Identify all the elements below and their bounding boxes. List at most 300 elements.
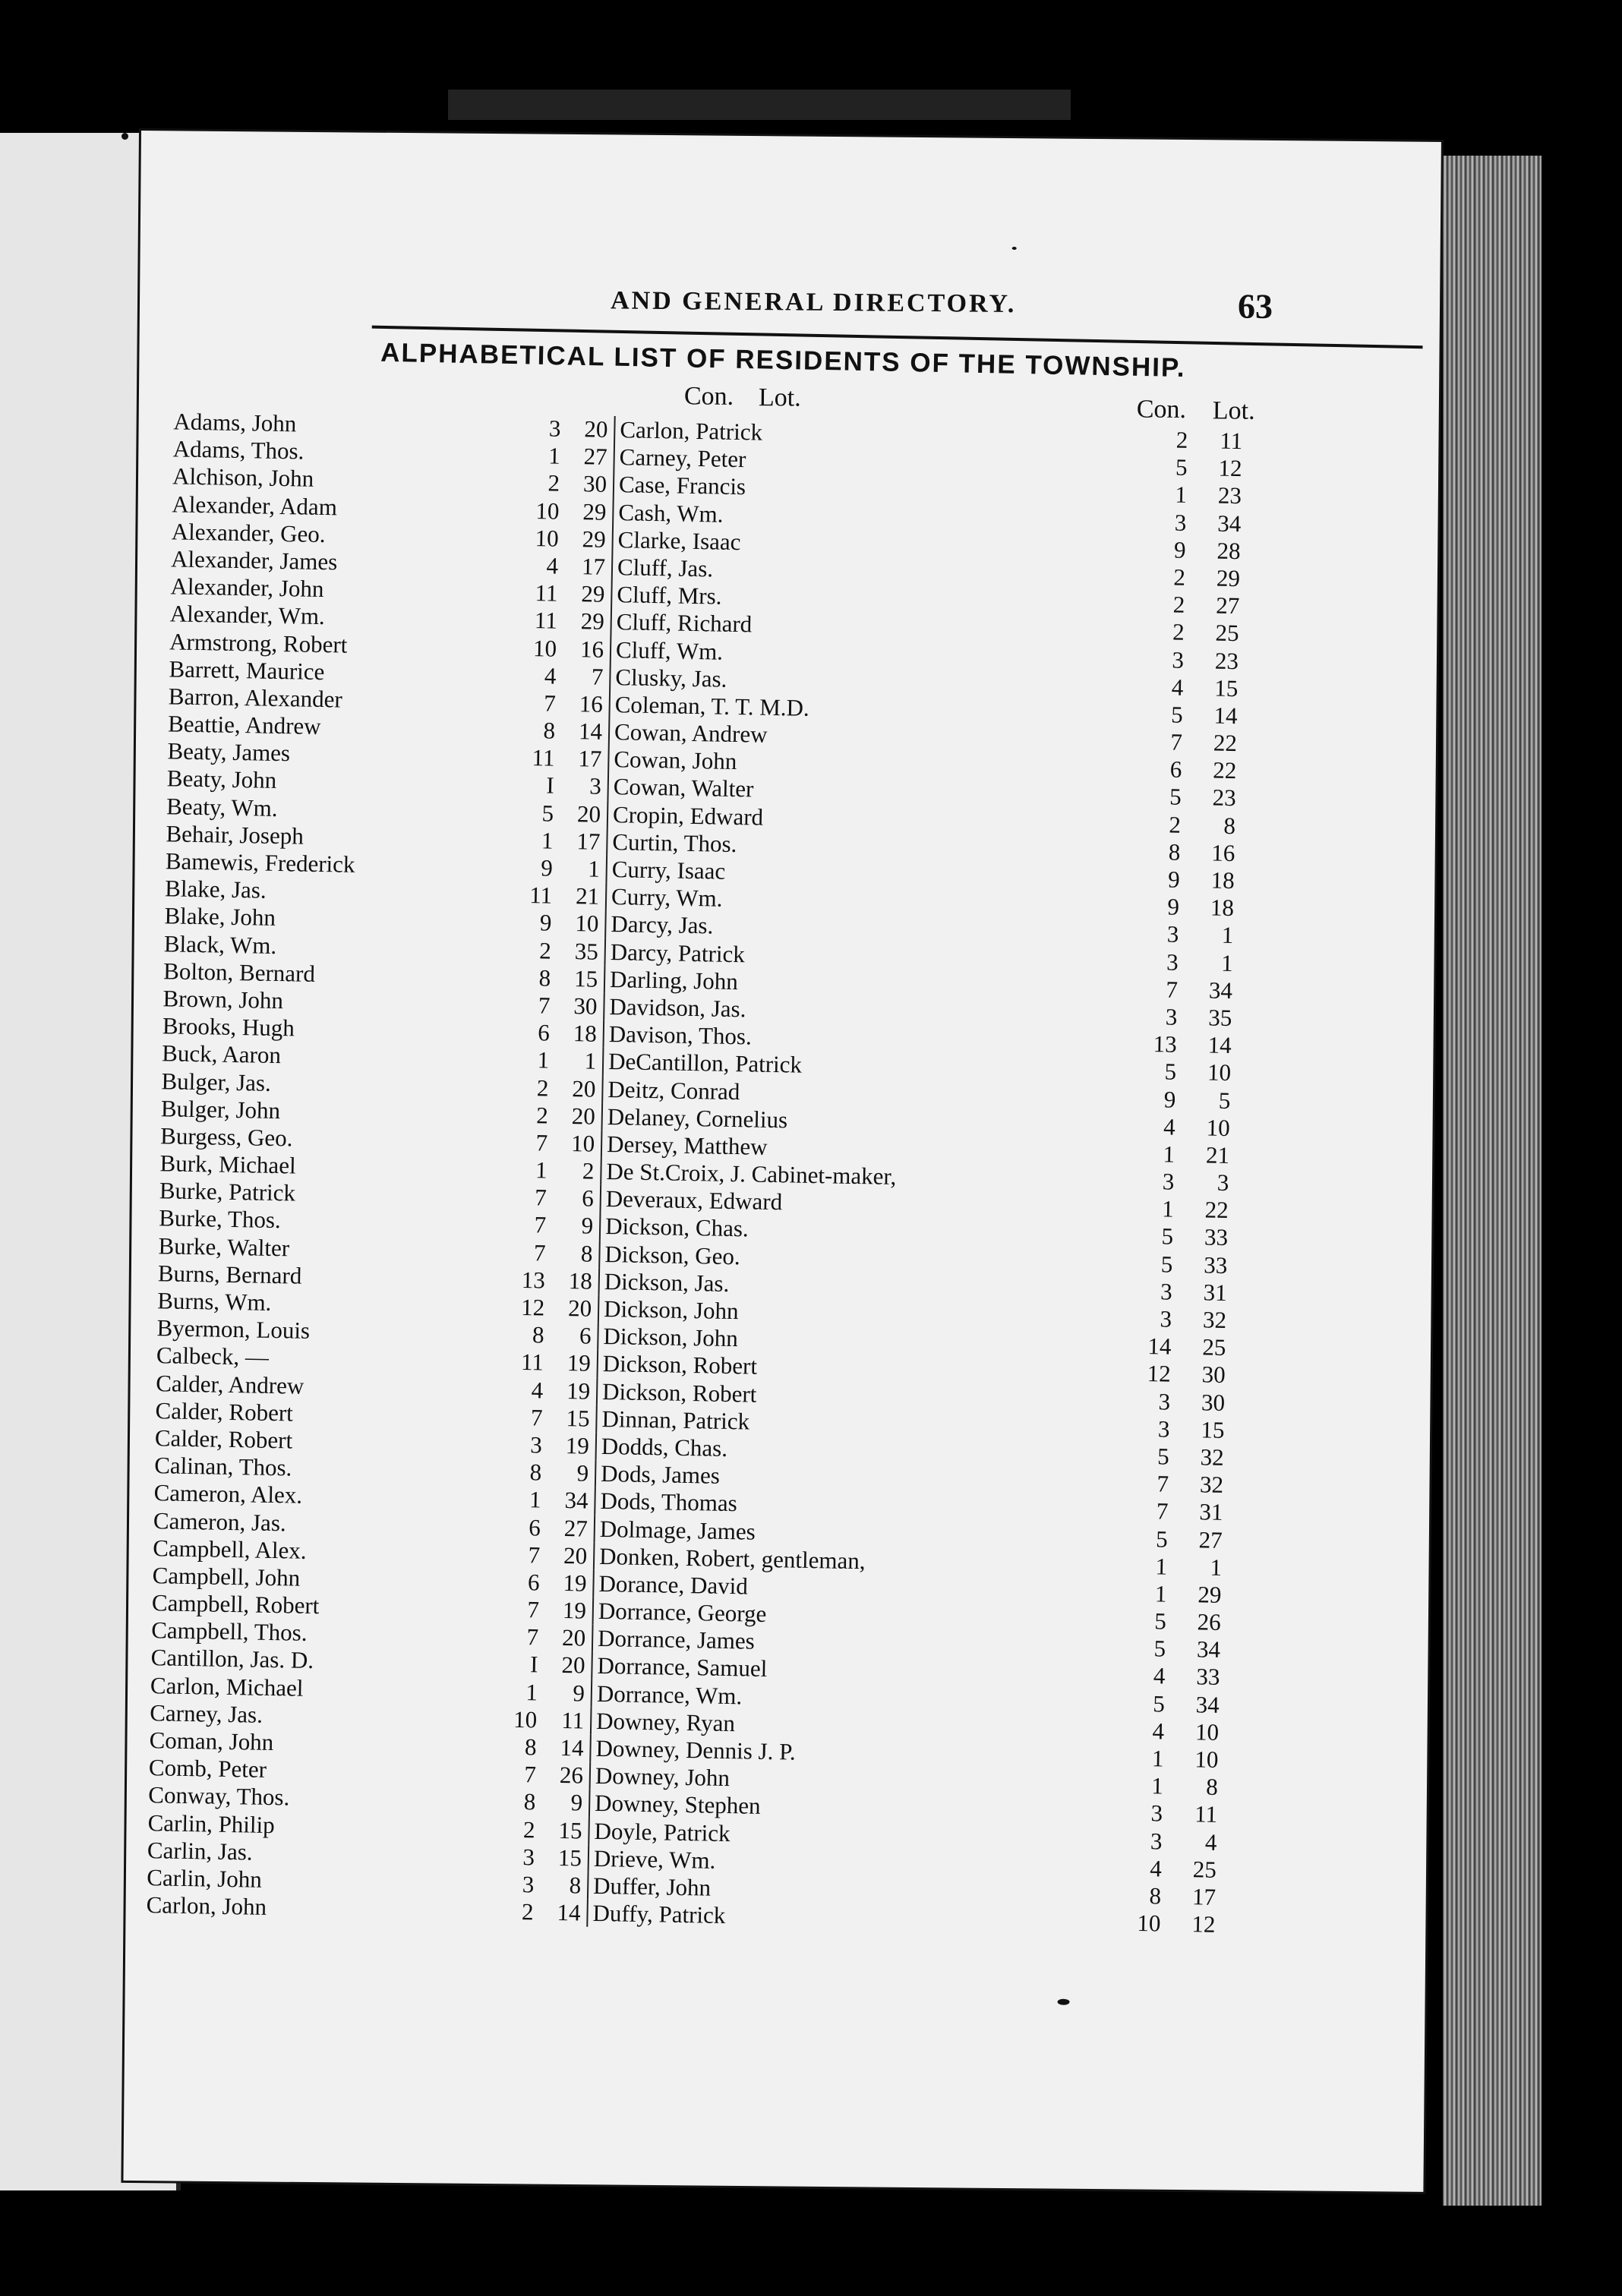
right-lot: 21: [1205, 1141, 1230, 1168]
right-lot: 14: [1207, 1031, 1232, 1059]
ink-speck: [121, 133, 128, 140]
left-lot: 14: [560, 1734, 584, 1761]
right-lot: 33: [1196, 1663, 1220, 1691]
right-con: 5: [1152, 1689, 1166, 1717]
column-separator: [605, 856, 607, 883]
left-lot: 29: [582, 497, 607, 525]
column-separator: [591, 1652, 593, 1679]
right-con: 5: [1175, 453, 1188, 481]
right-con: 7: [1166, 976, 1179, 1003]
left-lot: 9: [570, 1789, 583, 1816]
left-con-header: Con.: [683, 382, 734, 411]
left-lot: 8: [580, 1240, 593, 1267]
left-con: 7: [543, 689, 557, 717]
page-number: 63: [1237, 286, 1273, 326]
right-name: Dorrance, James: [597, 1625, 756, 1654]
right-lot: 30: [1201, 1361, 1226, 1389]
right-name: Doyle, Patrick: [594, 1817, 731, 1847]
left-con: 7: [533, 1238, 546, 1266]
left-con: 1: [525, 1678, 538, 1706]
left-con: 1: [537, 1046, 550, 1074]
right-name: Dods, James: [600, 1460, 721, 1489]
column-separator: [612, 499, 614, 526]
left-con: 9: [540, 854, 554, 882]
left-con: 7: [535, 1184, 548, 1211]
column-separator: [592, 1597, 595, 1625]
right-lot: 22: [1213, 729, 1238, 757]
right-con: 3: [1150, 1827, 1163, 1855]
right-con: 5: [1153, 1607, 1167, 1635]
right-name: Cash, Wm.: [618, 498, 724, 528]
right-con: 12: [1147, 1360, 1172, 1388]
column-separator: [589, 1790, 591, 1817]
left-lot: 16: [579, 635, 604, 663]
left-con: 5: [541, 799, 554, 827]
right-con: 4: [1153, 1662, 1166, 1690]
right-lot: 32: [1199, 1471, 1224, 1499]
right-con: 7: [1157, 1470, 1169, 1497]
left-name: Burke, Walter: [158, 1232, 290, 1261]
column-separator: [589, 1735, 592, 1762]
right-name: Donken, Robert, gentleman,: [598, 1542, 866, 1575]
right-con: 14: [1147, 1332, 1172, 1360]
left-con: 12: [520, 1293, 545, 1321]
left-lot: 10: [570, 1130, 595, 1157]
right-name: DeCantillon, Patrick: [607, 1048, 803, 1078]
left-lot: 6: [579, 1322, 592, 1349]
right-name: Davidson, Jas.: [609, 992, 746, 1023]
left-name: Campbell, John: [152, 1562, 301, 1591]
left-con: 10: [532, 634, 557, 662]
left-lot: 20: [561, 1624, 586, 1651]
left-lot: 20: [584, 415, 608, 443]
left-name: Burns, Bernard: [157, 1260, 302, 1289]
column-separator: [598, 1295, 600, 1323]
right-con: 3: [1160, 1305, 1172, 1332]
left-lot: 18: [573, 1020, 598, 1047]
left-name: Blake, John: [164, 902, 276, 932]
right-con: 3: [1172, 646, 1185, 673]
column-separator: [610, 636, 612, 663]
right-lot: 22: [1204, 1196, 1229, 1224]
right-con: 5: [1169, 783, 1182, 811]
left-con: 7: [530, 1403, 543, 1431]
left-lot: 19: [563, 1569, 587, 1597]
left-lot: 14: [578, 718, 603, 745]
column-separator: [609, 664, 611, 691]
right-name: Downey, John: [595, 1762, 731, 1792]
left-con: I: [529, 1651, 538, 1678]
left-con: 3: [522, 1871, 535, 1898]
page-top-shadow: [448, 90, 1071, 120]
left-con: 2: [548, 469, 560, 497]
left-con: 11: [520, 1348, 544, 1376]
right-con: 3: [1174, 509, 1187, 536]
column-separator: [595, 1460, 597, 1487]
left-name: Campbell, Alex.: [152, 1534, 307, 1564]
column-separator: [598, 1268, 600, 1295]
left-name: Burgess, Geo.: [159, 1122, 293, 1152]
column-separator: [599, 1185, 601, 1213]
left-con: 11: [532, 744, 555, 771]
right-con: 6: [1169, 755, 1182, 784]
left-lot: 1: [587, 855, 601, 882]
right-name: Dersey, Matthew: [606, 1130, 768, 1160]
right-lot: 22: [1212, 756, 1237, 784]
column-separator: [593, 1542, 595, 1569]
column-separator: [592, 1570, 595, 1597]
left-name: Bulger, Jas.: [161, 1067, 272, 1096]
left-lot: 7: [591, 663, 604, 690]
right-name: Duffy, Patrick: [592, 1899, 726, 1929]
left-lot: 27: [583, 443, 608, 471]
left-con: 7: [535, 1129, 548, 1156]
right-con: 3: [1162, 1168, 1175, 1195]
right-con: 4: [1171, 673, 1184, 701]
left-lot: 16: [579, 690, 604, 718]
column-separator: [607, 801, 609, 828]
column-separator: [601, 1075, 604, 1102]
left-con: 4: [531, 1376, 544, 1404]
left-name: Burk, Michael: [159, 1150, 296, 1179]
left-con: 7: [527, 1596, 540, 1623]
column-separator: [588, 1817, 590, 1844]
left-con: 8: [529, 1459, 542, 1486]
left-con: 1: [541, 827, 554, 854]
left-con: 6: [537, 1019, 551, 1046]
right-name: Cluff, Wm.: [615, 636, 724, 665]
left-name: Alexander, Wm.: [169, 600, 326, 630]
right-lot: 28: [1216, 537, 1241, 564]
right-name: Downey, Ryan: [595, 1707, 736, 1737]
right-con-header: Con.: [1136, 395, 1187, 424]
right-name: Cropin, Edward: [612, 800, 764, 831]
column-separator: [590, 1708, 592, 1735]
left-lot: 9: [581, 1212, 594, 1240]
running-head: AND GENERAL DIRECTORY.: [610, 286, 1017, 319]
left-con: 6: [527, 1569, 540, 1596]
right-name: Dorrance, Wm.: [596, 1679, 743, 1710]
right-name: Darling, John: [609, 965, 739, 995]
right-lot: 33: [1204, 1223, 1229, 1251]
list-title: ALPHABETICAL LIST OF RESIDENTS OF THE TOWNSHIP.: [380, 337, 1186, 383]
right-name: Dickson, Chas.: [604, 1213, 749, 1242]
right-con: 2: [1175, 426, 1188, 453]
right-con: 3: [1150, 1799, 1163, 1827]
right-lot: 29: [1198, 1581, 1222, 1608]
right-lot: 8: [1223, 812, 1236, 839]
right-lot: 25: [1202, 1333, 1226, 1361]
column-separator: [589, 1762, 592, 1790]
left-lot: 15: [558, 1816, 582, 1844]
column-separator: [600, 1158, 602, 1185]
left-lot: 15: [557, 1843, 582, 1872]
right-name: Downey, Dennis J. P.: [595, 1734, 797, 1765]
right-con: 3: [1160, 1278, 1173, 1305]
right-lot: 14: [1213, 702, 1238, 729]
left-lot: 15: [566, 1404, 590, 1432]
right-name: Dickson, John: [603, 1323, 739, 1352]
left-lot: 20: [567, 1295, 592, 1322]
left-name: Calbeck, —: [156, 1342, 270, 1371]
right-name: Davison, Thos.: [608, 1020, 753, 1050]
column-separator: [601, 1103, 603, 1131]
left-con: 8: [532, 1321, 544, 1348]
left-name: Comb, Peter: [148, 1754, 267, 1784]
left-name: Beaty, Wm.: [166, 792, 278, 822]
ink-speck: [1058, 1999, 1070, 2005]
left-con: 1: [548, 442, 561, 469]
right-lot: 17: [1191, 1883, 1216, 1910]
column-separator: [613, 471, 615, 498]
left-lot: 30: [582, 470, 607, 498]
left-name: Carlin, Jas.: [147, 1836, 253, 1866]
right-name: Deveraux, Edward: [605, 1185, 783, 1216]
column-separator: [595, 1433, 598, 1460]
left-name: Brooks, Hugh: [162, 1012, 295, 1042]
right-name: Clusky, Jas.: [615, 663, 727, 692]
right-con: 5: [1161, 1222, 1174, 1250]
right-lot: 12: [1218, 454, 1242, 482]
left-lot: 29: [582, 525, 607, 553]
left-name: Beaty, John: [166, 765, 277, 794]
right-con: 4: [1163, 1113, 1176, 1140]
right-name: Darcy, Jas.: [611, 910, 714, 939]
left-con: 2: [521, 1898, 534, 1925]
right-name: De St.Croix, J. Cabinet-maker,: [606, 1158, 897, 1191]
right-lot: 4: [1204, 1828, 1217, 1856]
left-con: 6: [529, 1513, 541, 1541]
right-lot: 1: [1221, 922, 1234, 949]
left-lot: 14: [557, 1899, 581, 1926]
left-name: Conway, Thos.: [148, 1781, 290, 1811]
right-lot: 34: [1195, 1690, 1220, 1718]
left-con: 11: [529, 882, 553, 909]
column-separator: [588, 1844, 590, 1872]
right-lot: 12: [1191, 1910, 1216, 1938]
column-separator: [597, 1350, 599, 1377]
book-page-edges: [1443, 156, 1542, 2206]
right-con: 9: [1167, 893, 1180, 920]
left-lot: 18: [568, 1266, 593, 1295]
right-lot: 25: [1192, 1856, 1217, 1883]
right-con: 1: [1151, 1745, 1164, 1772]
left-con: 3: [548, 415, 561, 442]
column-separator: [607, 773, 609, 800]
right-con: 2: [1172, 618, 1185, 646]
right-name: Dickson, Geo.: [604, 1240, 741, 1269]
right-con: 2: [1173, 563, 1186, 591]
left-lot: 6: [582, 1184, 595, 1212]
right-name: Curry, Isaac: [611, 856, 726, 885]
right-con: 9: [1167, 866, 1180, 893]
left-con: 7: [534, 1211, 547, 1238]
column-separator: [601, 1131, 603, 1158]
left-name: Burke, Patrick: [159, 1177, 296, 1206]
column-separator: [598, 1240, 601, 1267]
right-name: Case, Francis: [618, 471, 746, 500]
column-separator: [604, 966, 606, 993]
right-lot: 18: [1210, 866, 1235, 894]
right-con: 13: [1153, 1030, 1177, 1058]
left-name: Buck, Aaron: [161, 1039, 282, 1069]
left-lot: 29: [581, 580, 605, 607]
left-lot: 17: [576, 828, 601, 855]
column-separator: [614, 416, 616, 443]
left-con: 1: [535, 1156, 548, 1184]
left-name: Cantillon, Jas. D.: [150, 1644, 314, 1674]
left-lot: 20: [563, 1541, 588, 1569]
right-con: 5: [1170, 701, 1183, 728]
column-separator: [597, 1323, 599, 1350]
column-separator: [608, 718, 611, 746]
right-con: 1: [1150, 1772, 1164, 1799]
right-lot: 10: [1207, 1058, 1232, 1086]
right-name: Carlon, Patrick: [620, 416, 763, 446]
left-lot: 29: [580, 607, 605, 636]
left-lot: 2: [582, 1157, 595, 1184]
left-name: Beaty, James: [167, 737, 291, 767]
column-separator: [605, 883, 607, 910]
right-con: 5: [1164, 1058, 1177, 1086]
right-lot-header: Lot.: [1212, 396, 1255, 425]
right-con: 9: [1163, 1085, 1176, 1113]
right-con: 1: [1161, 1195, 1175, 1222]
right-name: Dorrance, George: [598, 1597, 767, 1628]
right-con: 1: [1163, 1140, 1175, 1168]
column-separator: [606, 828, 608, 856]
right-con: 9: [1173, 536, 1186, 563]
left-lot: 20: [571, 1102, 596, 1130]
left-name: Carlin, Philip: [147, 1809, 276, 1838]
left-con: 9: [539, 909, 552, 936]
left-con: I: [546, 771, 555, 800]
left-con: 3: [522, 1843, 535, 1871]
left-name: Burke, Thos.: [158, 1204, 282, 1234]
left-con: 2: [536, 1101, 549, 1129]
left-lot: 19: [566, 1377, 591, 1405]
right-name: Delaney, Cornelius: [607, 1102, 788, 1134]
right-name: Curry, Wm.: [611, 883, 723, 912]
left-name: Adams, John: [173, 408, 297, 437]
right-name: Cowan, John: [614, 746, 737, 775]
right-lot: 1: [1210, 1553, 1223, 1581]
left-con: 7: [526, 1623, 539, 1651]
right-name: Coleman, T. T. M.D.: [614, 690, 810, 721]
left-con: 10: [535, 497, 560, 525]
left-name: Alexander, John: [170, 572, 324, 603]
left-con: 3: [530, 1431, 543, 1459]
left-name: Calder, Robert: [154, 1424, 293, 1454]
column-separator: [611, 554, 614, 581]
column-separator: [594, 1515, 596, 1542]
right-name: Cluff, Jas.: [617, 554, 714, 582]
right-con: 10: [1137, 1910, 1161, 1937]
right-con: 5: [1157, 1443, 1170, 1470]
right-con: 3: [1158, 1387, 1171, 1415]
right-lot: 11: [1194, 1800, 1218, 1828]
left-name: Beattie, Andrew: [167, 710, 321, 740]
right-con: 1: [1175, 481, 1188, 509]
left-con: 2: [538, 936, 552, 964]
right-con: 3: [1165, 1003, 1178, 1030]
column-separator: [604, 910, 607, 938]
column-separator: [591, 1679, 593, 1707]
right-lot: 23: [1217, 481, 1242, 509]
right-lot: 27: [1198, 1525, 1223, 1553]
left-name: Alchison, John: [172, 462, 314, 493]
left-name: Calinan, Thos.: [153, 1452, 292, 1481]
left-name: Bolton, Bernard: [163, 957, 316, 987]
left-lot: 15: [573, 964, 598, 992]
column-separator: [592, 1625, 594, 1652]
right-lot: 34: [1196, 1635, 1221, 1664]
left-lot: 34: [564, 1487, 589, 1514]
right-con: 7: [1156, 1497, 1169, 1525]
column-separator: [611, 581, 613, 608]
right-name: Dorance, David: [598, 1569, 749, 1600]
left-con: 10: [513, 1705, 538, 1733]
right-lot: 8: [1205, 1773, 1219, 1801]
left-lot: 20: [572, 1074, 596, 1102]
left-con: 7: [524, 1761, 537, 1788]
left-name: Cameron, Alex.: [153, 1479, 303, 1509]
left-name: Byermon, Louis: [156, 1314, 311, 1345]
right-lot: 10: [1194, 1746, 1219, 1773]
right-name: Dinnan, Patrick: [601, 1405, 750, 1435]
right-lot: 18: [1210, 894, 1235, 922]
column-separator: [607, 746, 610, 773]
left-name: Cameron, Jas.: [153, 1506, 287, 1536]
right-name: Cluff, Richard: [616, 608, 753, 638]
right-lot: 1: [1220, 949, 1233, 976]
right-lot: 29: [1216, 564, 1241, 592]
left-con: 11: [534, 607, 558, 634]
left-name: Alexander, Geo.: [171, 518, 326, 547]
right-lot: 15: [1201, 1416, 1225, 1443]
left-lot: 10: [575, 910, 599, 938]
left-lot: 9: [573, 1679, 585, 1707]
right-con: 8: [1149, 1882, 1162, 1910]
left-name: Calder, Andrew: [155, 1369, 305, 1399]
left-name: Adams, Thos.: [172, 435, 305, 465]
right-name: Cowan, Andrew: [614, 718, 768, 748]
column-separator: [602, 1048, 604, 1075]
left-lot: 3: [589, 772, 602, 800]
left-name: Armstrong, Robert: [169, 627, 348, 658]
left-lot: 11: [561, 1706, 585, 1734]
column-separator: [596, 1377, 598, 1405]
right-lot: 3: [1216, 1168, 1229, 1197]
column-separator: [611, 526, 614, 554]
column-separator: [602, 1020, 604, 1048]
right-lot: 25: [1215, 619, 1239, 647]
left-lot: 19: [566, 1349, 592, 1377]
right-name: Downey, Stephen: [594, 1790, 761, 1820]
left-name: Barron, Alexander: [168, 683, 343, 713]
right-lot: 27: [1215, 591, 1240, 620]
left-name: Carney, Jas.: [150, 1698, 263, 1728]
left-name: Coman, John: [149, 1727, 274, 1756]
left-lot: 30: [573, 992, 598, 1020]
left-con: 4: [546, 552, 559, 579]
right-lot: 31: [1199, 1498, 1223, 1526]
left-name: Bulger, John: [160, 1094, 281, 1124]
right-name: Curtin, Thos.: [612, 828, 737, 857]
left-name: Blake, Jas.: [164, 875, 267, 904]
column-separator: [604, 938, 606, 965]
left-name: Carlin, John: [147, 1864, 263, 1893]
